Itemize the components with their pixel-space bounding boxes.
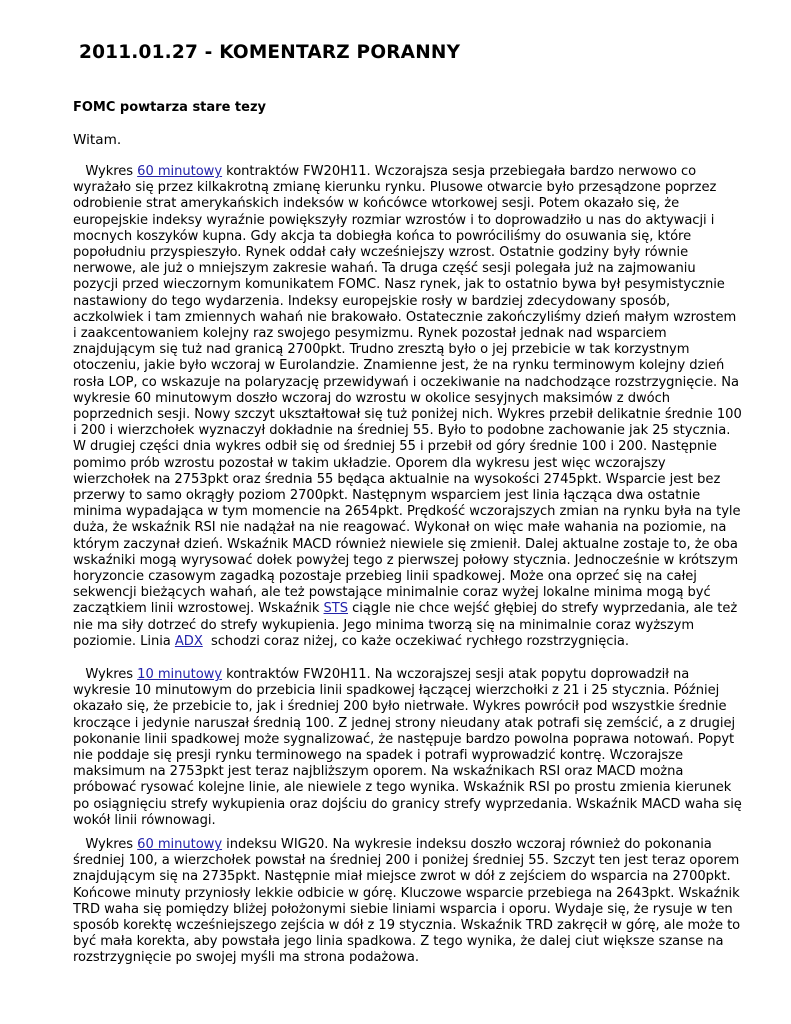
page-title: 2011.01.27 - KOMENTARZ PORANNY [79,42,461,63]
paragraph-text: kontraktów FW20H11. Na wczorajszej sesji atak popytu doprowadził na wykresie 10 minutowym do przebicia linii spadkowej łączącej wierzchołki z 21 i 25 stycznia. Później okazało się, że przebicie to, jak i średniej 200 było nietrwałe. Wykres powrócił pod wszystkie średnie kroczące i jedynie naruszał średnią 100. Z jednej strony nieudany atak potrafi się zemścić, a z drugiej pokonanie linii spadkowej może sygnalizować, że następuje bardzo powolna poprawa notowań. Popyt nie poddaje się presji rynku terminowego na spadek i potrafi wyprowadzić kontrę. Wczorajsze maksimum na 2753pkt jest teraz najbliższym oporem. Na wskaźnikach RSI oraz MACD można próbować rysować kolejne linie, ale niewiele z tego wynika. Wskaźnik RSI po prostu zmienia kierunek po osiągnięciu strefy wykupienia oraz dojściu do granicy strefy wyprzedania. Wskaźnik MACD waha się wokół linii równowagi. [73,667,742,828]
paragraph-text: ciągle nie chce wejść głębiej do strefy wyprzedania, ale też nie ma siły dotrzeć do strefy wykupienia. Jego minima tworzą się na minimalnie coraz wyższym poziomie. Linia [73,601,738,649]
paragraph-text: Wykres [73,667,138,682]
paragraph-fw20-10min [73,667,743,829]
paragraph-wig20-60min [73,837,743,967]
inline-link[interactable]: ADX [174,633,203,649]
paragraph-text: indeksu WIG20. Na wykresie indeksu doszło wczoraj również do pokonania średniej 100, a wierzchołek powstał na średniej 200 i poniżej średniej 55. Szczyt ten jest teraz oporem znajdującym się na 2735pkt. Następnie miał miejsce zwrot w dół z zejściem do wsparcia na 2700pkt. Końcowe minuty przyniosły lekkie odbicie w górę. Kluczowe wsparcie przebiega na 2643pkt. Wskaźnik TRD waha się pomiędzy bliżej położonymi siebie liniami wsparcia i oporu. Wydaje się, że rysuje w ten sposób korektę wcześniejszego zejścia w dół z 19 stycznia. Wskaźnik TRD zakręcił w górę, ale może to być mała korekta, aby powstała jego linia spadkowa. Z tego wynika, że dalej ciut większe szanse na rozstrzygnięcie po swojej myśli ma strona podażowa. [73,837,741,966]
paragraph-text: Wykres [73,837,138,852]
greeting: Witam. [73,132,122,148]
paragraph-text: kontraktów FW20H11. Wczorajsza sesja przebiegała bardzo nerwowo co wyrażało się przez kilkakrotną zmianę kierunku rynku. Plusowe otwarcie było przesądzone poprzez odrobienie strat amerykańskich indeksów w końcówce wtorkowej sesji. Potem okazało się, że europejskie indeksy wyraźnie powiększyły rozmiar wzrostów i to doprowadziło u nas do aktywacji i mocnych koszyków kupna. Gdy akcja ta dobiegła końca to powróciliśmy do osuwania się, które popołudniu przyspieszyło. Rynek oddał cały wcześniejszy wzrost. Ostatnie godziny były równie nerwowe, ale już o mniejszym zakresie wahań. Ta druga część sesji polegała już na zajmowaniu pozycji przed wieczornym komunikatem FOMC. Nasz rynek, jak to ostatnio bywa był pesymistycznie nastawiony do tego wydarzenia. Indeksy europejskie rosły w bardziej zdecydowany sposób, aczkolwiek i tam zmiennych wahań nie brakowało. Ostatecznie zakończyliśmy dzień małym wzrostem i zaakcentowaniem kolejny raz swojego pesymizmu. Rynek pozostał jednak nad wsparciem znajdującym się tuż nad granicą 2700pkt. Trudno zresztą było o jej przebicie w tak korzystnym otoczeniu, jakie było wczoraj w Eurolandzie. Znamienne jest, że na rynku terminowym kolejny dzień rosła LOP, co wskazuje na polaryzację przewidywań i oczekiwanie na nadchodzące rozstrzygnięcie. Na wykresie 60 minutowym doszło wczoraj do wzrostu w okolice sesyjnych maksimów z dwóch poprzednich sesji. Nowy szczyt ukształtował się tuż poniżej nich. Wykres przebił delikatnie średnie 100 i 200 i wierzchołek wyznaczył dokładnie na średniej 55. Było to podobne zachowanie jak 25 stycznia. W drugiej części dnia wykres odbił się od średniej 55 i przebił od góry średnie 100 i 200. Następnie pomimo prób wzrostu pozostał w takim układzie. Oporem dla wykresu jest więc wczorajszy wierzchołek na 2753pkt oraz średnia 55 będąca aktualnie na wysokości 2745pkt. Wsparcie jest bez przerwy to samo okrągły poziom 2700pkt. Następnym wsparciem jest linia łącząca dwa ostatnie minima wypadająca w tym momencie na 2654pkt. Prędkość wczorajszych zmian na rynku była na tyle duża, że wskaźnik RSI nie nadążał na nie reagować. Wykonał on więc małe wahania na poziomie, na którym zaczynał dzień. Wskaźnik MACD również niewiele się zmienił. Dalej aktualne zostaje to, że oba wskaźniki mogą wyrysować dołek powyżej tego z pierwszej połowy stycznia. Jednocześnie w krótszym horyzoncie czasowym zagadką pozostaje przebieg linii spadkowej. Może ona oprzeć się na całej sekwencji bieżących wahań, ale też powstające minimalnie coraz wyżej lokalne minima mogą być zaczątkiem linii wzrostowej. Wskaźnik [73,164,742,617]
inline-link[interactable]: STS [323,601,348,617]
inline-link[interactable]: 10 minutowy [137,667,223,682]
paragraph-text: Wykres [73,164,138,179]
paragraph-fw20-60min [73,164,743,650]
inline-link[interactable]: 60 minutowy [137,164,223,179]
article-subtitle: FOMC powtarza stare tezy [73,100,266,115]
inline-link[interactable]: 60 minutowy [137,837,223,852]
paragraph-text: schodzi coraz niżej, co każe oczekiwać rychłego rozstrzygnięcia. [202,633,630,649]
